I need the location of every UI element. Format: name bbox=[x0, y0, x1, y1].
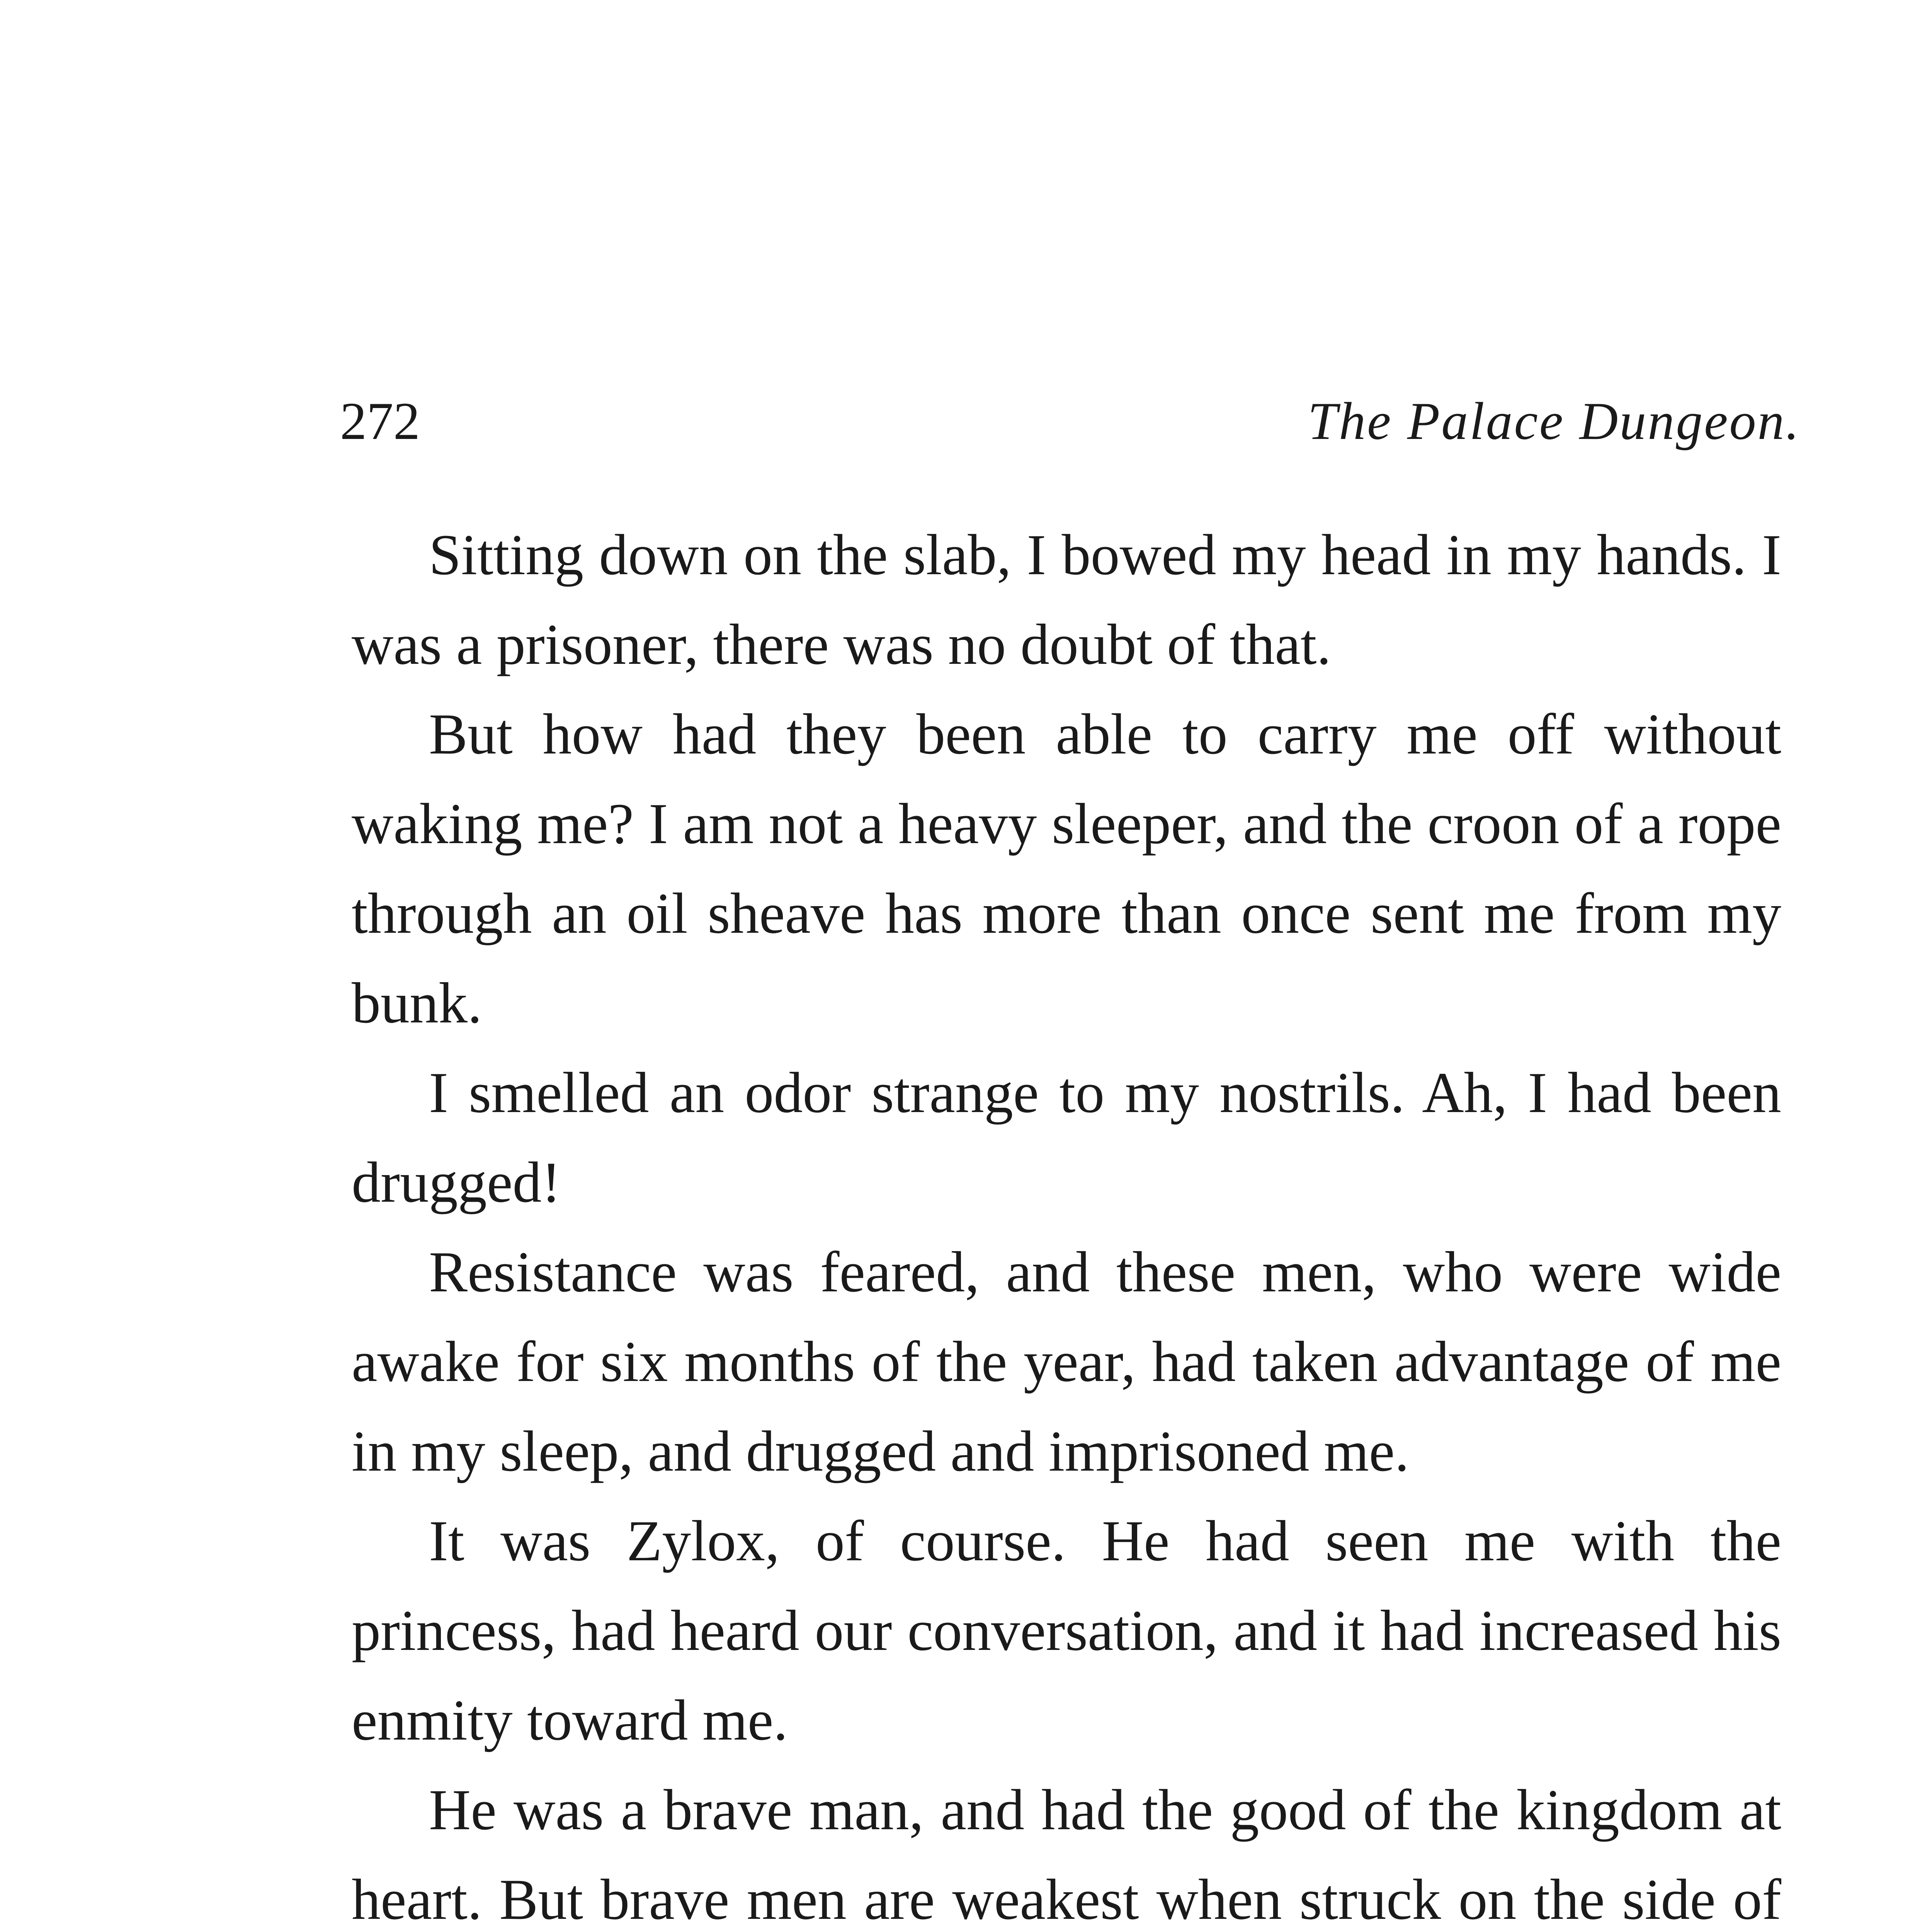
body-text bbox=[352, 510, 1781, 1932]
paragraph: But how had they been able to carry me off without waking me? I am not a heavy sleeper, and the croon of a rope through an oil sheave has more than once sent me from my bunk. bbox=[352, 702, 1781, 1035]
running-head bbox=[340, 386, 1801, 456]
page-number: 272 bbox=[340, 391, 420, 451]
paragraph: Resistance was feared, and these men, who were wide awake for six months of the year, had taken advantage of me in my sleep, and drugged and imprisoned me. bbox=[352, 1240, 1781, 1483]
running-title: The Palace Dungeon. bbox=[1308, 391, 1801, 451]
paragraph: I smelled an odor strange to my nostrils. Ah, I had been drugged! bbox=[352, 1061, 1781, 1214]
paragraph: It was Zylox, of course. He had seen me with the princess, had heard our conversation, and it had increased his enmity toward me. bbox=[352, 1509, 1781, 1752]
paragraph: Sitting down on the slab, I bowed my head in my hands. I was a prisoner, there was no doubt of that. bbox=[352, 523, 1781, 677]
paragraph: He was a brave man, and had the good of the kingdom at heart. But brave men are weakest when struck on the side of bbox=[352, 1778, 1781, 1932]
